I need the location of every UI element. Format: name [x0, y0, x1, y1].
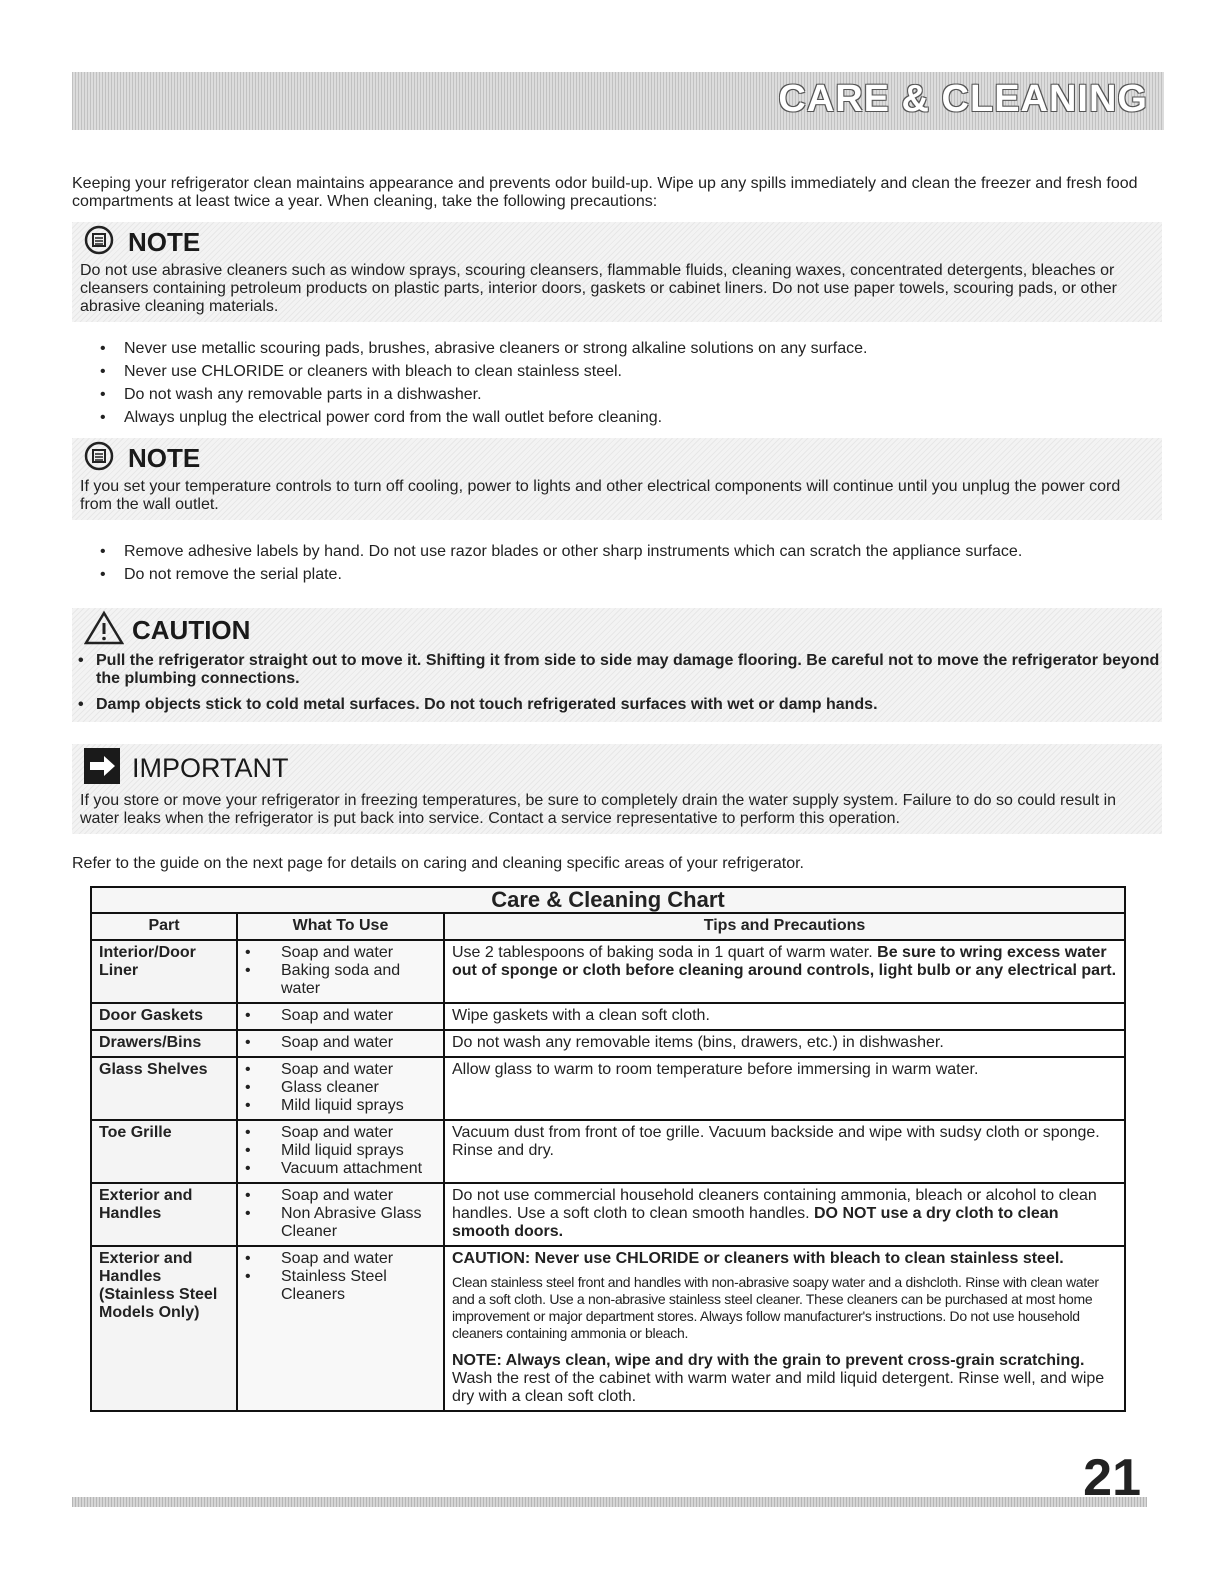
note-icon	[84, 225, 114, 260]
care-cleaning-chart	[90, 886, 1126, 1412]
caution-item: • Damp objects stick to cold metal surfaces. Do not touch refrigerated surfaces with wet or damp hands.	[78, 696, 1162, 714]
column-header-use: What To Use	[237, 913, 444, 940]
part-cell: Exterior and Handles (Stainless Steel Models Only)	[91, 1246, 237, 1411]
use-item: • Stainless Steel Cleaners	[245, 1268, 436, 1304]
header-band	[72, 72, 1164, 130]
table-row	[91, 1030, 1125, 1057]
list-item: • Do not remove the serial plate.	[100, 564, 1022, 587]
use-item: • Non Abrasive Glass Cleaner	[245, 1205, 436, 1241]
note-body: If you set your temperature controls to turn off cooling, power to lights and other electrical components will continue until you unplug the power cord from the wall outlet.	[80, 478, 1121, 513]
use-item: • Soap and water	[245, 1061, 436, 1079]
warning-triangle-icon	[84, 610, 124, 651]
tips-cell: Use 2 tablespoons of baking soda in 1 quart of warm water. Be sure to wring excess water out of sponge or cloth before cleaning around controls, light bulb or any electrical part.	[444, 940, 1125, 1003]
page-title: CARE & CLEANING	[778, 78, 1148, 120]
caution-box	[72, 608, 1162, 722]
list-item: • Never use CHLORIDE or cleaners with bleach to clean stainless steel.	[100, 361, 868, 384]
important-title: IMPORTANT	[132, 752, 289, 783]
use-item: • Baking soda and water	[245, 962, 436, 998]
note-icon	[84, 441, 114, 476]
use-item: • Mild liquid sprays	[245, 1097, 436, 1115]
important-body: If you store or move your refrigerator in freezing temperatures, be sure to completely drain the water supply system. Failure to do so could result in water leaks when the refrigerator is put back into service. Contact a service representative to perform this operation.	[80, 792, 1117, 827]
table-row	[91, 940, 1125, 1003]
part-cell: Door Gaskets	[91, 1003, 237, 1030]
use-item: • Glass cleaner	[245, 1079, 436, 1097]
note-title: NOTE	[128, 442, 201, 473]
precaution-list-2	[100, 541, 1022, 587]
stainless-instructions: Clean stainless steel front and handles with non-abrasive soapy water and a dishcloth. Rinse with clean water and a soft cloth. Use a non-abrasive stainless steel cleaner. These cleaners can be purchased at most home improvement or major department stores. Always follow manufacturer's instructions. Do not use household cleaners containing ammonia or bleach.	[452, 1274, 1099, 1341]
note-box-2	[72, 438, 1162, 520]
table-row	[91, 1120, 1125, 1183]
tips-cell: Do not use commercial household cleaners containing ammonia, bleach or alcohol to clean handles. Use a soft cloth to clean smooth handles. DO NOT use a dry cloth to clean smooth doors.	[444, 1183, 1125, 1246]
list-item: • Do not wash any removable parts in a dishwasher.	[100, 384, 868, 407]
use-item: • Mild liquid sprays	[245, 1142, 436, 1160]
tips-cell: Do not wash any removable items (bins, drawers, etc.) in dishwasher.	[444, 1030, 1125, 1057]
use-item: • Soap and water	[245, 1124, 436, 1142]
refer-text: Refer to the guide on the next page for details on caring and cleaning specific areas of your refrigerator.	[72, 855, 804, 872]
use-item: • Soap and water	[245, 944, 436, 962]
precaution-list-1	[100, 338, 868, 430]
table-row	[91, 1246, 1125, 1411]
chart-title: Care & Cleaning Chart	[91, 887, 1125, 913]
use-item: • Soap and water	[245, 1250, 436, 1268]
table-row	[91, 1003, 1125, 1030]
footer-band	[72, 1497, 1147, 1507]
important-box	[72, 744, 1162, 834]
intro-text: Keeping your refrigerator clean maintains appearance and prevents odor build-up. Wipe up any spills immediately and clean the freezer and fresh food compartments at least twice a year. When cleaning, take the following precautions:	[72, 175, 1138, 210]
part-cell: Interior/Door Liner	[91, 940, 237, 1003]
caution-item: • Pull the refrigerator straight out to move it. Shifting it from side to side may damage flooring. Be careful not to move the refrigerator beyond the plumbing connections.	[78, 652, 1162, 688]
page-number: 21	[1083, 1449, 1141, 1507]
part-cell: Exterior and Handles	[91, 1183, 237, 1246]
tips-cell	[444, 1246, 1125, 1411]
note-body: Do not use abrasive cleaners such as window sprays, scouring cleansers, flammable fluids, cleaning waxes, concentrated detergents, bleaches or cleansers containing petroleum products on plastic parts, interior doors, gaskets or cabinet liners. Do not use paper towels, scouring pads, or other abrasive cleaning materials.	[80, 262, 1117, 315]
column-header-tips: Tips and Precautions	[444, 913, 1125, 940]
use-item: • Soap and water	[245, 1007, 436, 1025]
use-item: • Soap and water	[245, 1034, 436, 1052]
part-cell: Glass Shelves	[91, 1057, 237, 1120]
list-item: • Never use metallic scouring pads, brushes, abrasive cleaners or strong alkaline solutions on any surface.	[100, 338, 868, 361]
stainless-caution: CAUTION: Never use CHLORIDE or cleaners with bleach to clean stainless steel.	[452, 1250, 1064, 1267]
table-row	[91, 1057, 1125, 1120]
caution-title: CAUTION	[132, 614, 251, 645]
table-row	[91, 1183, 1125, 1246]
use-item: • Vacuum attachment	[245, 1160, 436, 1178]
note-title: NOTE	[128, 226, 201, 257]
list-item: • Remove adhesive labels by hand. Do not use razor blades or other sharp instruments which can scratch the appliance surface.	[100, 541, 1022, 564]
column-header-part: Part	[91, 913, 237, 940]
use-item: • Soap and water	[245, 1187, 436, 1205]
stainless-note: NOTE: Always clean, wipe and dry with the grain to prevent cross-grain scratching. Wash the rest of the cabinet with warm water and mild liquid detergent. Rinse well, and wipe dry with a clean soft cloth.	[452, 1352, 1105, 1405]
note-box-1	[72, 222, 1162, 322]
caution-list	[72, 652, 1162, 714]
part-cell: Drawers/Bins	[91, 1030, 237, 1057]
tips-cell: Vacuum dust from front of toe grille. Vacuum backside and wipe with sudsy cloth or sponge. Rinse and dry.	[444, 1120, 1125, 1183]
tips-cell: Wipe gaskets with a clean soft cloth.	[444, 1003, 1125, 1030]
part-cell: Toe Grille	[91, 1120, 237, 1183]
list-item: • Always unplug the electrical power cord from the wall outlet before cleaning.	[100, 407, 868, 430]
arrow-important-icon	[84, 748, 120, 789]
tips-cell: Allow glass to warm to room temperature before immersing in warm water.	[444, 1057, 1125, 1120]
